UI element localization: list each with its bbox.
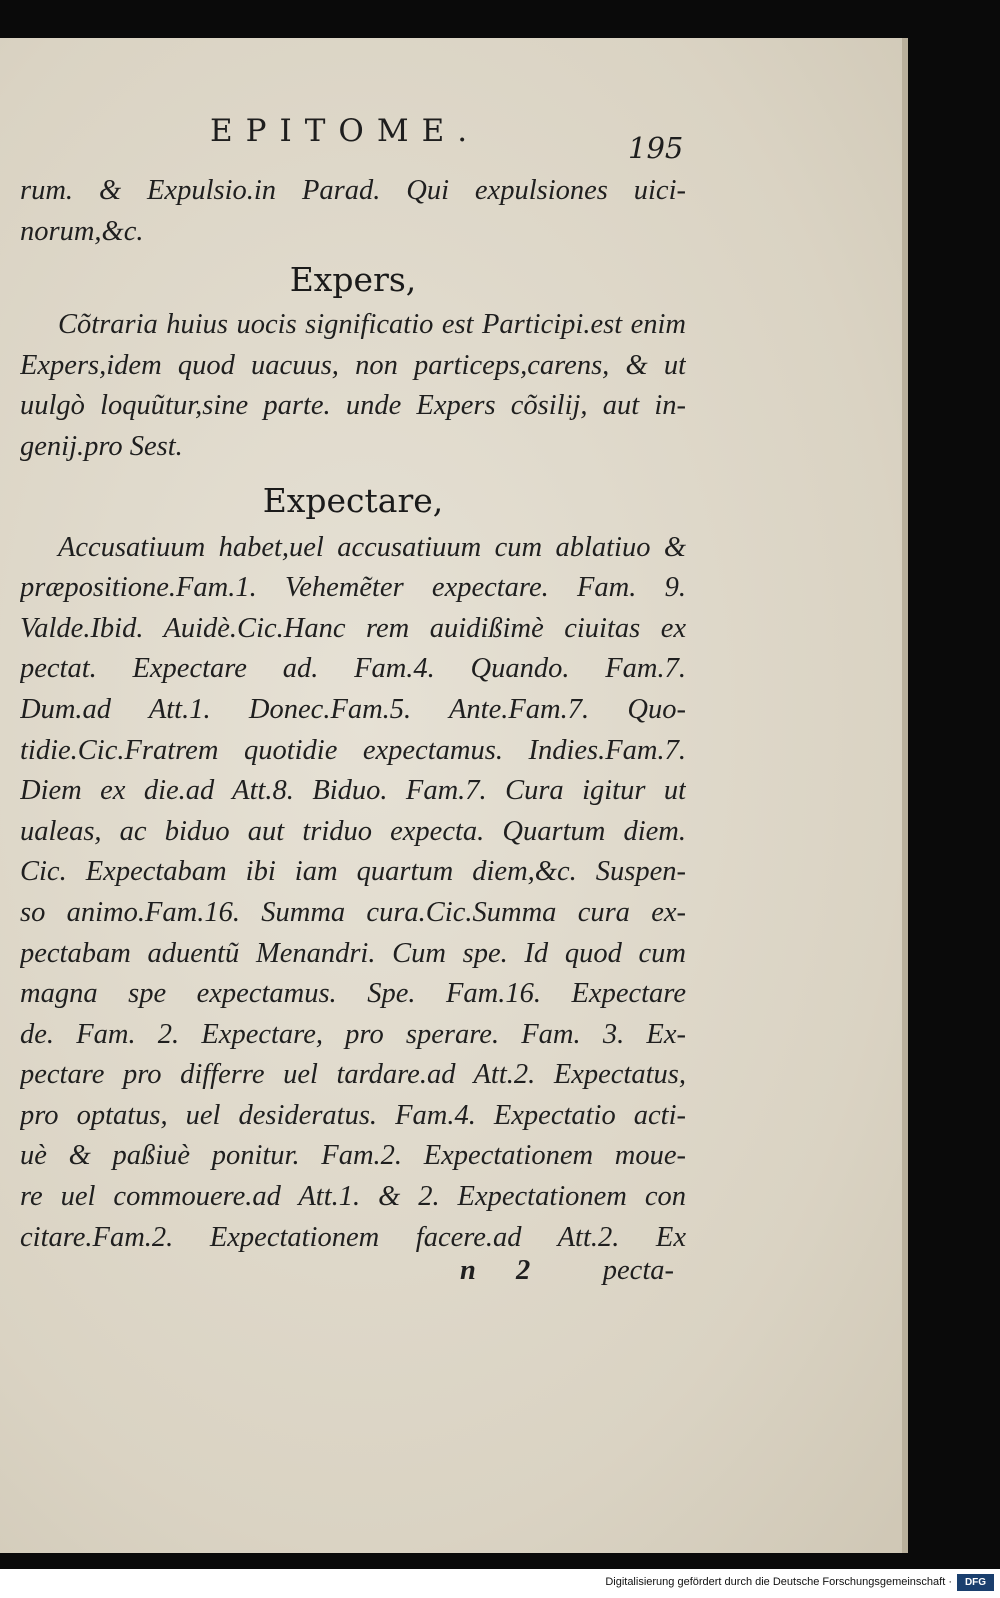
body-text (20, 171, 686, 1258)
text-line: norum,&c. (20, 215, 144, 247)
text-line: pectat. Expectare ad. Fam.4. Quando. Fam.7. (20, 653, 686, 685)
text-line: Valde.Ibid. Auidè.Cic.Hanc rem auidißimè ciuitas ex (20, 612, 686, 644)
text-line: ualeas, ac biduo aut triduo expecta. Quartum diem. (20, 815, 686, 847)
signature-number: 2 (516, 1255, 531, 1286)
entry-headword: Expectare, (262, 480, 444, 520)
signature-line (20, 1255, 686, 1295)
text-line: Accusatiuum habet,uel accusatiuum cum ablatiuo & (58, 531, 686, 563)
text-line: genij.pro Sest. (20, 430, 183, 462)
entry-headword: Expers, (289, 260, 417, 300)
catchword: pecta- (602, 1255, 674, 1286)
text-line: uulgò loquũtur,sine parte. unde Expers cõsilij, aut in- (20, 390, 686, 422)
text-line: pro optatus, uel desideratus. Fam.4. Expectatio acti- (20, 1099, 686, 1131)
signature-mark: n (460, 1255, 476, 1286)
book-page (0, 38, 908, 1553)
text-line: de. Fam. 2. Expectare, pro sperare. Fam. 3. Ex- (20, 1018, 686, 1050)
dfg-logo-icon: DFG (957, 1574, 994, 1591)
text-line: magna spe expectamus. Spe. Fam.16. Expectare (20, 978, 686, 1010)
text-line: pectare pro differre uel tardare.ad Att.2. Expectatus, (20, 1059, 686, 1091)
text-line: so animo.Fam.16. Summa cura.Cic.Summa cura ex- (20, 896, 686, 928)
text-line: pectabam aduentũ Menandri. Cum spe. Id quod cum (20, 937, 686, 969)
text-line: tidie.Cic.Fratrem quotidie expectamus. Indies.Fam.7. (20, 734, 686, 766)
text-line: citare.Fam.2. Expectationem facere.ad Att.2. Ex (20, 1221, 686, 1253)
text-line: rum. & Expulsio.in Parad. Qui expulsiones uici- (20, 175, 686, 206)
text-line: præpositione.Fam.1. Vehemẽter expectare. Fam. 9. (20, 572, 686, 604)
text-line: Dum.ad Att.1. Donec.Fam.5. Ante.Fam.7. Quo- (20, 693, 686, 725)
page-number: 195 (628, 131, 684, 165)
running-title: EPITOME. (210, 113, 481, 149)
text-line: Cic. Expectabam ibi iam quartum diem,&c. Suspen- (20, 856, 686, 888)
text-line: Expers,idem quod uacuus, non particeps,carens, & ut (20, 349, 686, 381)
text-line: Cõtraria huius uocis significatio est Participi.est enim (58, 309, 686, 341)
funding-credit: Digitalisierung gefördert durch die Deutsche Forschungsgemeinschaft · (605, 1576, 952, 1588)
text-line: re uel commouere.ad Att.1. & 2. Expectationem con (20, 1181, 686, 1213)
footer-bar (0, 1569, 1000, 1598)
text-line: uè & paßiuè ponitur. Fam.2. Expectationem moue- (20, 1140, 686, 1172)
text-line: Diem ex die.ad Att.8. Biduo. Fam.7. Cura igitur ut (20, 775, 686, 807)
